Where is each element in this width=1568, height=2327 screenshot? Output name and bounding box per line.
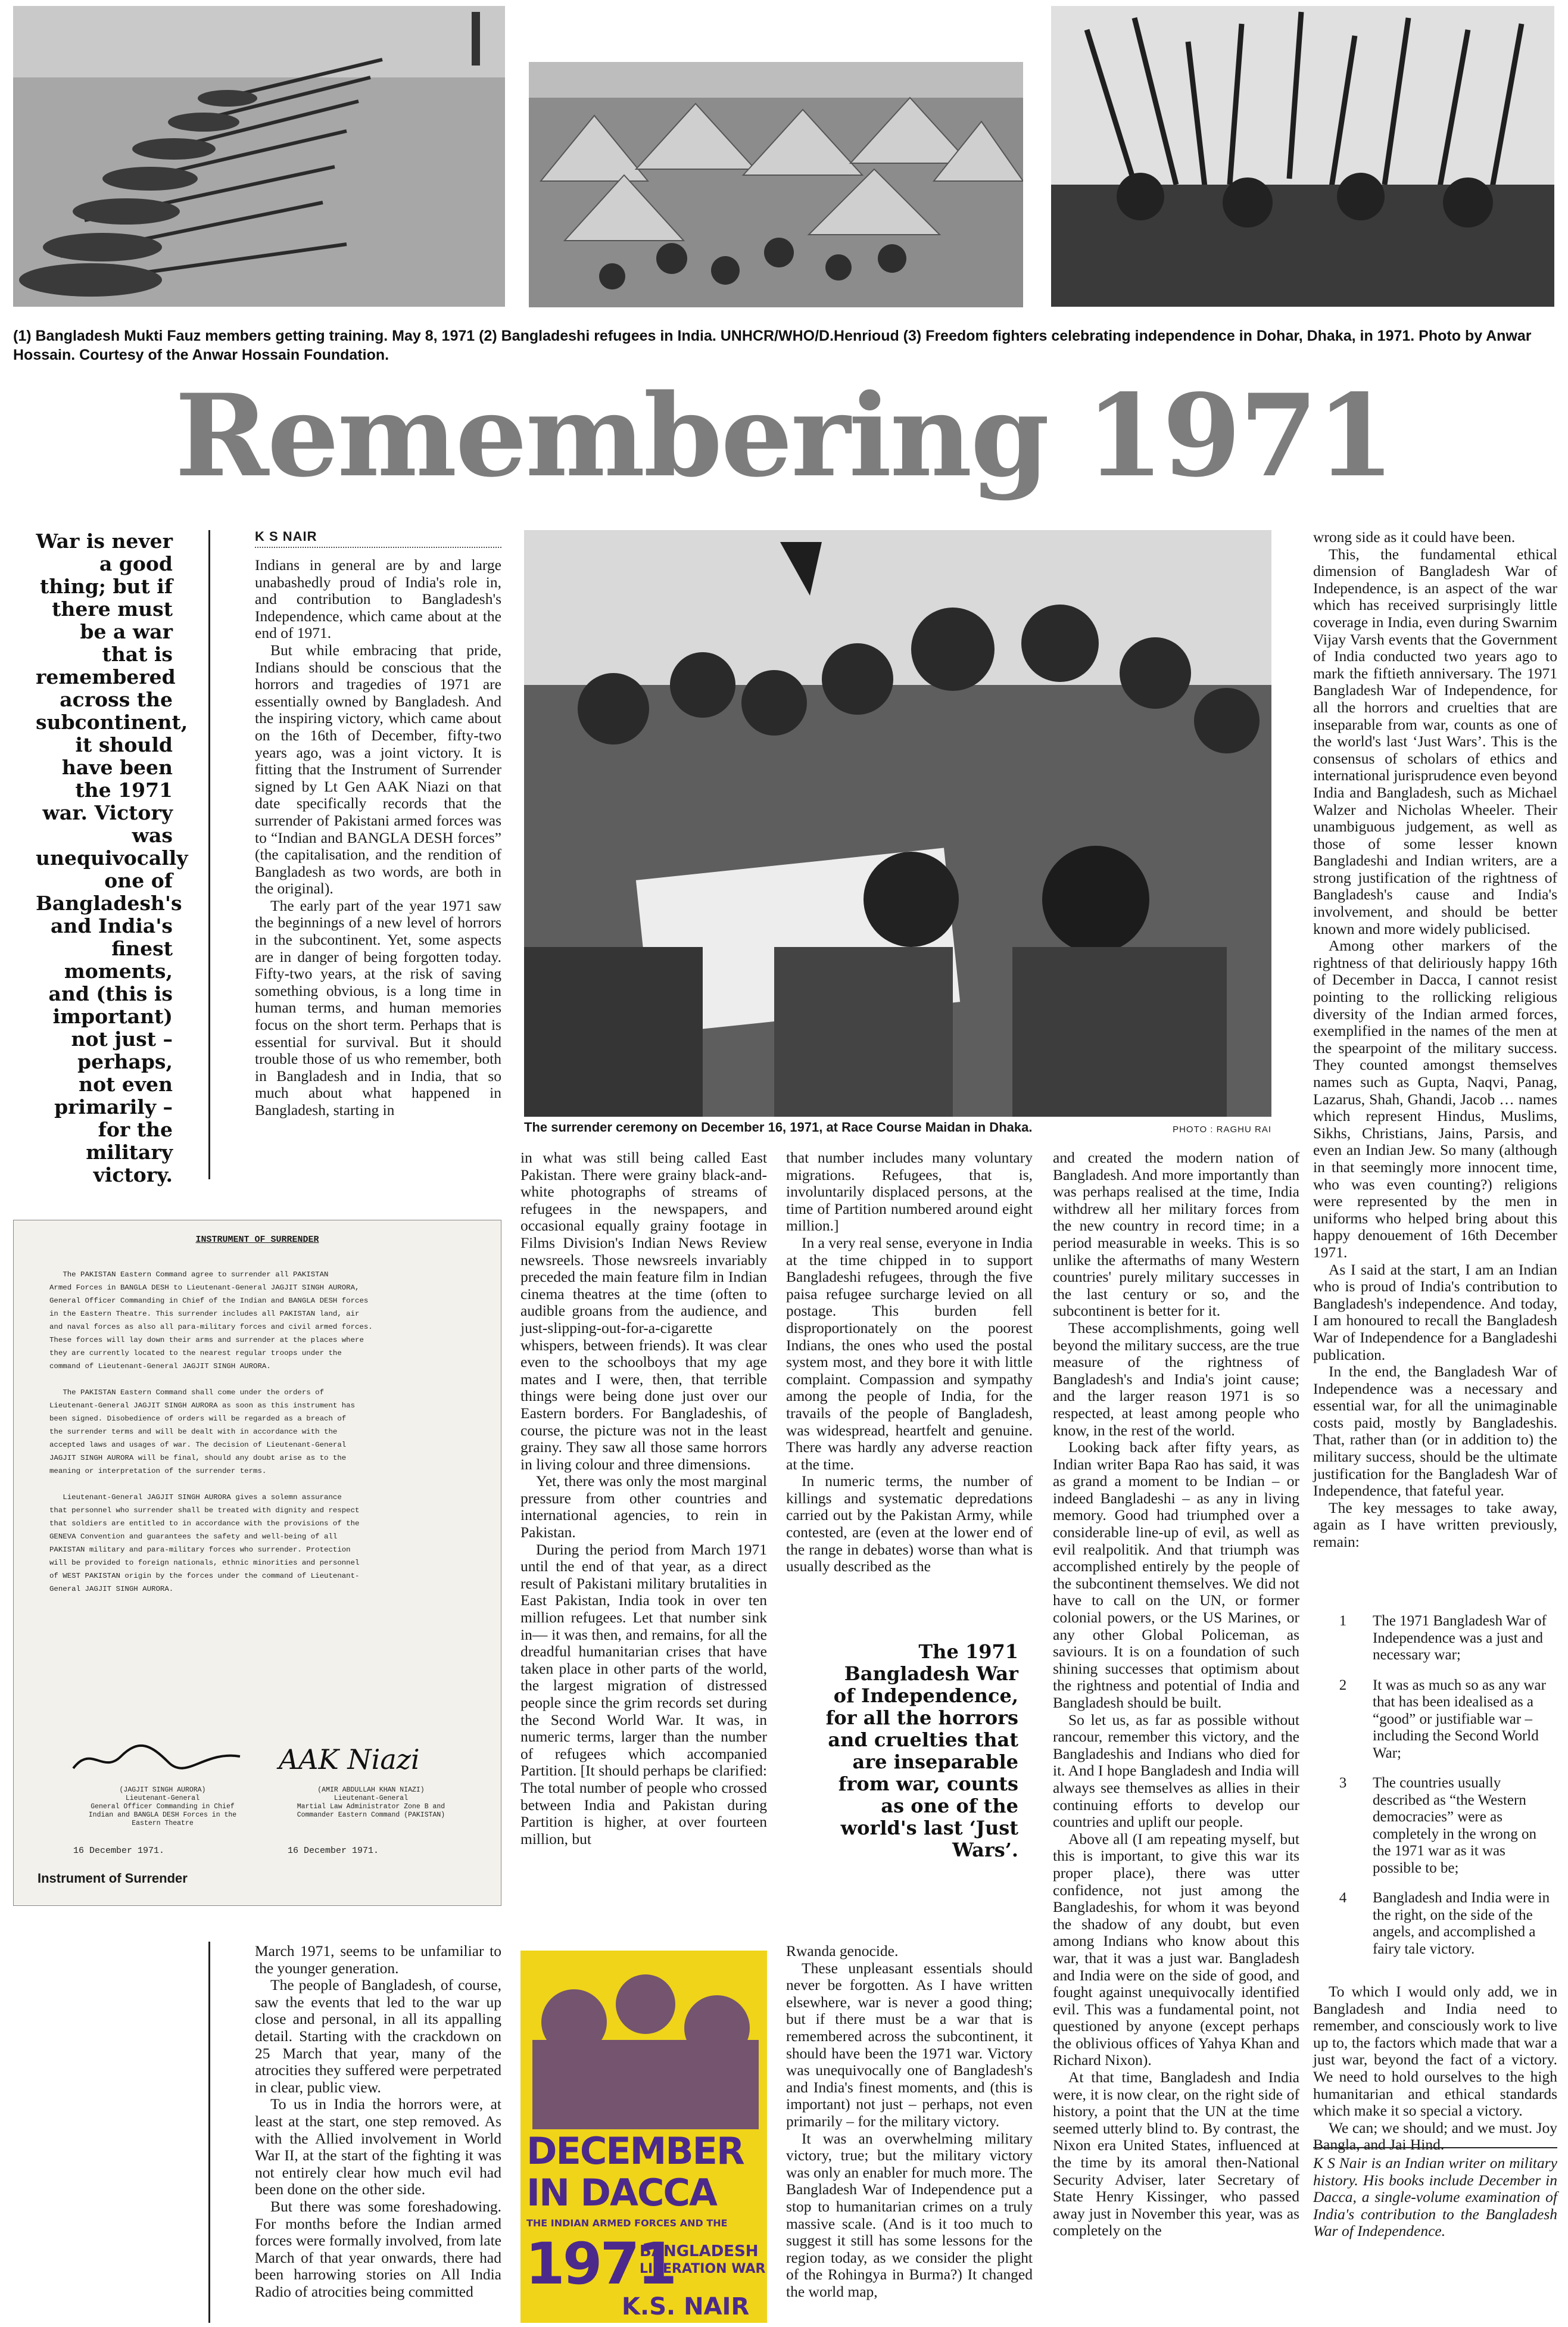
instrument-of-surrender-image xyxy=(13,1220,501,1906)
author-note: K S Nair is an Indian writer on military history. His books include December in Dacca, a single-volume examination of India's contribution to the Bangladesh War of Independence. xyxy=(1313,2154,1557,2240)
main-photo-caption: The surrender ceremony on December 16, 1971, at Race Course Maidan in Dhaka. xyxy=(524,1120,1033,1135)
paragraph: These unpleasant essentials should never be forgotten. As I have written elsewhere, war is never a good thing; but if there must be a war that is remembered across the subcontinent, it should have been the 1971 war. Victory was unequivocally one of Bangladesh's and India's finest moments, and (this is important) not just – perhaps, not even primarily – for the military victory. xyxy=(786,1959,1033,2130)
book-title-line1: DECEMBER xyxy=(526,2129,744,2173)
key-messages-list xyxy=(1313,1613,1557,1971)
pull-quote-middle: The 1971 Bangladesh War of Independence, for all the horrors and cruelties that are inseparable from war, counts as one of the world's last ‘Just Wars’. xyxy=(825,1640,1018,1861)
book-cover-december-in-dacca xyxy=(520,1951,767,2323)
list-item xyxy=(1313,1677,1557,1762)
instrument-title: INSTRUMENT OF SURRENDER xyxy=(195,1235,319,1245)
headline: Remembering 1971 xyxy=(174,369,1394,502)
paragraph: But while embracing that pride, Indians should be conscious that the horrors and tragedies of 1971 are essentially owned by Bangladesh. And the inspiring victory, which came about on the 16th of December, fifty-two years ago, was a joint victory. It is fitting that the Instrument of Surrender signed by Lt Gen AAK Niazi on that date specifically records that the surrender of Pakistani armed forces was to “Indian and BANGLA DESH forces” (the capitalisation, and the rendition of Bangladesh as two words, are both in the original). xyxy=(255,641,501,898)
paragraph: To us in India the horrors were, at least at the start, one step removed. As with the Allied involvement in World War II, at the start of the fighting it was not entirely clear how much evil had been done on the other side. xyxy=(255,2095,501,2198)
photo-surrender-ceremony xyxy=(524,530,1271,1117)
book-war-line2: LIBERATION WAR xyxy=(640,2261,766,2276)
byline: K S NAIR xyxy=(255,529,501,548)
paragraph: This, the fundamental ethical dimension of Bangladesh War of Independence, is an aspect of the war which has received surprisingly little coverage in India, even during Swarnim Vijay Varsh events that the Government of India conducted two years ago to mark the fiftieth anniversary. The 1971 Bangladesh War of Independence, for all the horrors and cruelties that are inseparable from war, counts as one of the world's last ‘Just Wars’. This is the consensus of scholars of ethics and international jurisprudence even beyond India and Bangladesh, such as Michael Walzer and Nicholas Wheeler. Their unambiguous judgement, as well as those of some lesser known Bangladeshi and Indian writers, are a strong justification of the rightness of Bangladesh's cause and India's involvement, and should be better known and more widely publicised. xyxy=(1313,545,1557,937)
paragraph: and created the modern nation of Bangladesh. And more importantly than was perhaps realised at the time, India withdrew all her military forces from the new country in record time; in a period measurable in weeks. This is so unlike the aftermaths of many Western countries' purely military successes in the last century or so, and the subcontinent is better for it. xyxy=(1053,1149,1299,1320)
list-item xyxy=(1313,1890,1557,1958)
signature-niazi: AAK Niazi xyxy=(279,1743,420,1775)
item-text: It was as much so as any war that has been idealised as a “good” or justifiable war – including the Second World War; xyxy=(1373,1677,1546,1761)
paragraph: March 1971, seems to be unfamiliar to the younger generation. xyxy=(255,1942,501,1977)
paragraph: wrong side as it could have been. xyxy=(1313,528,1516,546)
paragraph: As I said at the start, I am an Indian who is proud of India's contribution to Bangladesh's independence. And today, I am honoured to recall the Bangladesh War of Independence for a Bangladeshi publication. xyxy=(1313,1260,1557,1363)
paragraph: These accomplishments, going well beyond the military success, are the true measure of the rightness of Bangladesh's and India's joint cause; and the larger reason 1971 is so respected, at least among people who know, in the rest of the world. xyxy=(1053,1319,1299,1439)
item-number: 3 xyxy=(1339,1775,1347,1791)
paragraph: During the period from March 1971 until the end of that year, as a direct result of Pakistani military brutalities in East Pakistan, India took in over ten million refugees. Let that number sink in— it was then, and remains, for all the dreadful humanitarian crises that have taken place in other parts of the world, the largest migration of distressed people since the grim records set during the Second World War. It was, in numeric terms, larger than the number of refugees which accompanied Partition. [It should perhaps be clarified: The total number of people who crossed between India and Pakistan during Partition is higher, at over fourteen million, but xyxy=(520,1540,767,1848)
item-text: The 1971 Bangladesh War of Independence was a just and necessary war; xyxy=(1373,1613,1547,1663)
date-right: 16 December 1971. xyxy=(288,1846,379,1856)
paragraph: But there was some foreshadowing. For months before the Indian armed forces were formally involved, from late March of that year onwards, there had been harrowing stories on All India Radio of atrocities being committed xyxy=(255,2197,501,2300)
paragraph: In the end, the Bangladesh War of Independence was a necessary and essential war, for all the unimaginable costs paid, mostly by Bangladeshis. That, rather than (or in addition to) the military success, should be the ultimate justification for the Bangladesh War of Independence, that fateful year. xyxy=(1313,1363,1557,1500)
item-number: 1 xyxy=(1339,1613,1347,1629)
signatory-aurora: (JAGJIT SINGH AURORA) Lieutenant-General General Officer Commanding in Chief Indian and BANGLA DESH Forces in the Eastern Theatre xyxy=(88,1786,237,1827)
paragraph: in what was still being called East Pakistan. There were grainy black-and-white photographs of streams of refugees in the newspapers, and occasional equally grainy footage in Films Division's Indian News Review newsreels. Those newsreels invariably preceded the main feature film in Indian cinema theatres at the time (often to audible groans from the audience, and just-slipping-out-for-a-cigarette whispers, between friends). It was clear even to the schoolboys that my age mates and I were, then, that terrible things were being done just over our Eastern borders. For Bangladeshis, of course, the picture was not in the least grainy. They saw all those same horrors in living colour and three dimensions. xyxy=(520,1149,767,1473)
instrument-body: The PAKISTAN Eastern Command agree to surrender all PAKISTAN Armed Forces in BANGLA DESH to Lieutenant-General JAGJIT SINGH AURORA, General Officer Commanding in Chief of the Indian and BANGLA DESH forces in the Eastern Theatre. This surrender includes all PAKISTAN land, air and naval forces as also all para-military forces and civil armed forces. These forces will lay down their arms and surrender at the places where they are currently located to the nearest regular troops under the command of Lieutenant-General JAGJIT SINGH AURORA. The PAKISTAN Eastern Command shall come under the orders of Lieutenant-General JAGJIT SINGH AURORA as soon as this instrument has been signed. Disobedience of orders will be regarded as a breach of the surrender terms and will be dealt with in accordance with the accepted laws and usages of war. The decision of Lieutenant-General JAGJIT SINGH AURORA will be final, should any doubt arise as to the meaning or interpretation of the surrender terms. Lieutenant-General JAGJIT SINGH AURORA gives a solemn assurance that personnel who surrender shall be treated with dignity and respect that soldiers are entitled to in accordance with the provisions of the GENEVA Convention and guarantees the safety and well-being of all PAKISTAN military and para-military forces who surrender. Protection will be provided to foreign nationals, ethnic minorities and personnel of WEST PAKISTAN origin by the forces under the command of Lieutenant- General JAGJIT SINGH AURORA. xyxy=(49,1270,373,1593)
paragraph: Rwanda genocide. xyxy=(786,1942,899,1960)
book-subtitle: THE INDIAN ARMED FORCES AND THE xyxy=(526,2217,728,2229)
signatory-niazi: (AMIR ABDULLAH KHAN NIAZI) Lieutenant-General Martial Law Administrator Zone B and Commander Eastern Command (PAKISTAN) xyxy=(297,1786,445,1819)
item-text: The countries usually described as “the Western democracies” were as completely in the wrong on the 1971 war as it was possible to be; xyxy=(1373,1775,1536,1876)
top-photos-caption: (1) Bangladesh Mukti Fauz members getting training. May 8, 1971 (2) Bangladeshi refugees in India. UNHCR/WHO/D.Henrioud (3) Freedom fighters celebrating independence in Dohar, Dhaka, in 1971. Photo by Anwar Hossain. Courtesy of the Anwar Hossain Foundation. xyxy=(13,328,1532,363)
credit-text: PHOTO : RAGHU RAI xyxy=(1173,1124,1271,1135)
paragraph: To which I would only add, we in Bangladesh and India need to remember, and consciously work to live up to, the factors which made that war a just war, beyond the fact of a victory. We need to hold ourselves to the high humanitarian and ethical standards which make it so special a victory. xyxy=(1313,1983,1557,2120)
main-photo-credit xyxy=(1131,1124,1271,1135)
paragraph: The key messages to take away, again as I have written previously, remain: xyxy=(1313,1499,1557,1551)
paragraph: At that time, Bangladesh and India were, it is now clear, on the right side of history, a point that the UN at the time seemed utterly blind to. By contrast, the Nixon era United States, influenced at the time by its amoral then-National Security Adviser, later Secretary of State Henry Kissinger, who passed away just in November this year, was as completely on the xyxy=(1053,2069,1299,2239)
paragraph: We can; we should; and we must. Joy Bangla, and Jai Hind. xyxy=(1313,2119,1557,2154)
instrument-caption: Instrument of Surrender xyxy=(38,1871,188,1886)
column-1-continued xyxy=(255,1943,501,2300)
photo-mukti-fauz-training xyxy=(13,6,505,307)
list-item xyxy=(1313,1613,1557,1664)
paragraph: that number includes many voluntary migrations. Refugees, that is, involuntarily displaced persons, at the time of Partition numbered around eight million.] xyxy=(786,1149,1033,1235)
author-note-divider xyxy=(1313,2147,1557,2148)
paragraph: It was an overwhelming military victory, true; but the military victory was only an enabler for much more. The Bangladesh War of Independence put a stop to humanitarian crimes on a truly massive scale. (And is it too much to suggest it still has some lessons for the region today, as we consider the plight of the Rohingya in Burma?) It changed the world map, xyxy=(786,2129,1033,2300)
paragraph: Looking back after fifty years, as Indian writer Bapa Rao has said, it was as grand a moment to be Indian – or indeed Bangladeshi – as any in living memory. Good had triumphed over a considerable line-up of evil, as well as evil realpolitik. And that triumph was accomplished entirely by the people of the subcontinent themselves. We did not have to call on the UN, or former colonial powers, or the US Marines, or any other Global Policeman, as saviours. It is on a foundation of such shining successes that optimism about the rightness and potential of India and Bangladesh should be built. xyxy=(1053,1438,1299,1711)
book-title-line2: IN DACCA xyxy=(526,2171,716,2214)
column-divider xyxy=(208,530,210,1179)
item-text: Bangladesh and India were in the right, on the side of the angels, and accomplished a fairy tale victory. xyxy=(1373,1890,1550,1957)
signature-aurora xyxy=(67,1739,246,1780)
photo-refugees-in-india xyxy=(529,62,1023,307)
column-5-text xyxy=(1313,529,1557,1551)
paragraph: Indians in general are by and large unabashedly proud of India's role in, and contribution to Bangladesh's Independence, which came about at the end of 1971. xyxy=(255,556,501,642)
column-4-text xyxy=(1053,1150,1299,2239)
paragraph: In a very real sense, everyone in India at the time chipped in to support Bangladeshi refugees, through the five paisa refugee surcharge levied on all postage. This burden fell disproportionately on the poorest Indians, the ones who used the postal system most, and they bore it with little complaint. Compassion and sympathy among the people of India, for the travails of the people of Bangladesh, was widespread, heartfelt and genuine. There was hardly any adverse reaction at the time. xyxy=(786,1233,1033,1473)
column-3-continued xyxy=(786,1943,1033,2300)
list-item xyxy=(1313,1775,1557,1877)
date-left: 16 December 1971. xyxy=(73,1846,165,1856)
column-2-text xyxy=(520,1150,767,1848)
paragraph: In numeric terms, the number of killings and systematic depredations carried out by the Pakistan Army, while contested, are (even at the lower end of the range in debates) worse than what is usually described as the xyxy=(786,1472,1033,1575)
book-year: 1971 xyxy=(525,2231,675,2297)
book-author: K.S. NAIR xyxy=(622,2293,750,2320)
book-war-line1: BANGLADESH xyxy=(640,2242,759,2260)
paragraph: The early part of the year 1971 saw the beginnings of a new level of horrors in the subcontinent. Yet, some aspects are in danger of being forgotten today. Fifty-two years, at the risk of saving something obvious, is a long time in human terms, and human memories focus on the short term. Perhaps that is essential for survival. But it should trouble those of us who remember, both in Bangladesh and in India, that so much about what happened in Bangladesh, starting in xyxy=(255,896,501,1119)
column-5-continued xyxy=(1313,1983,1557,2154)
item-number: 2 xyxy=(1339,1677,1347,1693)
column-1-text xyxy=(255,557,501,1119)
paragraph: Yet, there was only the most marginal pressure from other countries and international agencies, to rein in Pakistan. xyxy=(520,1472,767,1541)
pull-quote-left: War is never a good thing; but if there must be a war that is remembered across the subcontinent, it should have been the 1971 war. Victory was unequivocally one of Bangladesh's and India's finest moments, and (this is important) not just – perhaps, not even primarily – for the military victory. xyxy=(36,529,188,1186)
paragraph: Above all (I am repeating myself, but this is important, to give this war its proper place), there was utter confidence, not just among the Bangladeshis, for whom it was beyond the shadow of any doubt, but even among Indians who know about this war, that it was a just war. Bangladesh and India were on the side of good, and fought against unequivocally identified evil. This was a fundamental point, not questioned by anyone (except perhaps the oblivious offices of Yahya Khan and Richard Nixon). xyxy=(1053,1830,1299,2069)
paragraph: Among other markers of the rightness of that deliriously happy 16th of December in Dacca, I cannot resist pointing to the rollicking religious diversity of the Indian armed forces, exemplified in the names of the men at the spearpoint of the military success. They counted amongst themselves names such as Gupta, Naqvi, Panag, Lazarus, Shah, Ghandi, Jacob … names which represent Hindus, Muslims, Sikhs, Christians, Jains, Parsis, and even an Indian Jew. So many (although in that seemingly more innocent time, who was even counting?) religions were represented by the men in uniforms who helped bring about this happy denouement of 16th December 1971. xyxy=(1313,937,1557,1261)
photo-freedom-fighters-celebrating xyxy=(1051,6,1554,307)
paragraph: The people of Bangladesh, of course, saw the events that led to the war up close and personal, in all its appalling detail. Starting with the crackdown on 25 March that year, many of the atrocities they suffered were perpetrated in clear, public view. xyxy=(255,1976,501,2096)
paragraph: So let us, as far as possible without rancour, remember this victory, and the Bangladeshis and Indians who died for it. And I hope Bangladesh and India will always see themselves as allies in their continuing efforts to develop our countries and uplift our people. xyxy=(1053,1711,1299,1831)
item-number: 4 xyxy=(1339,1890,1347,1906)
column-divider xyxy=(208,1942,210,2323)
column-3-text xyxy=(786,1150,1033,1575)
